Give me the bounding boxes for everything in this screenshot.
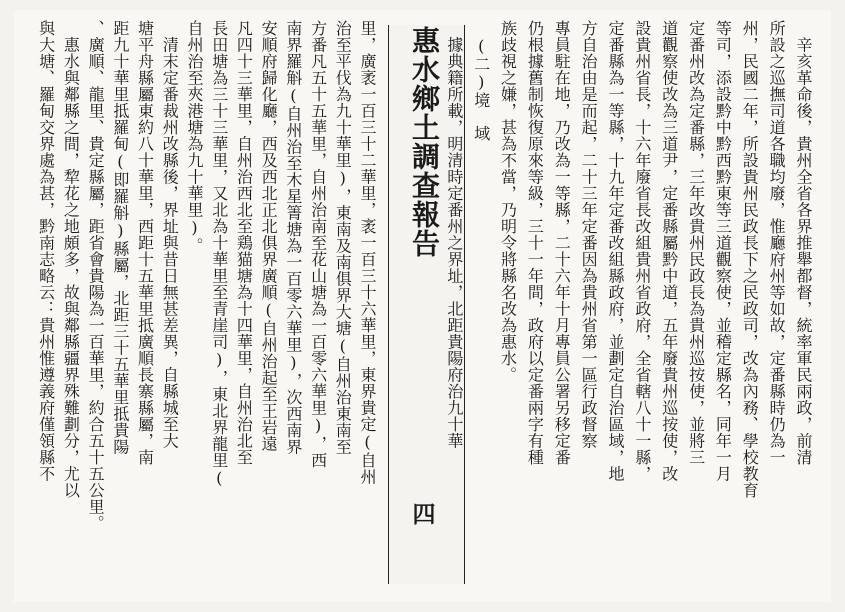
text-line: 惠水與鄰縣之間，犂花之地頗多，故與鄰縣疆界殊難劃分，尤以 — [61, 20, 81, 499]
text-line: 道觀察使改為三道尹，定番縣屬黔中道，五年廢貴州巡按使，改 — [659, 20, 679, 482]
left-text-column — [36, 20, 381, 586]
text-line: 專員駐在地，乃改為一等縣，二十六年十月專員公署另移定番 — [552, 20, 572, 466]
text-line: 長田塘為三十三華里，又北為十華里至青崖司)，東北界龍里( — [209, 20, 229, 488]
text-line: 等司，添設黔中黔西黔東等三道觀察使，並稽定縣名，同年一月 — [713, 20, 733, 482]
page-title: 惠水鄉土調查報告 — [408, 26, 441, 258]
text-line: 辛亥革命後，貴州全省各界推舉都督，統率軍民兩政，前清 — [794, 20, 813, 466]
text-line: 治至平伐為九十華里)，東南及南俱界大塘(自州治東南至 — [333, 20, 353, 455]
text-line: 所設之巡撫司道各職均廢，惟廳府州等如故，定番縣時仍為一 — [767, 20, 787, 466]
text-line: 據典籍所載，明清時定番州之界址，北距貴陽府治九十華 — [444, 20, 464, 449]
text-line: 定番縣為一等縣，十九年定番改組縣政府，並劃定自治區域，地 — [605, 20, 625, 482]
text-line: 安順府歸化廳，西及西北正北俱界廣順(自州治起至王岩遠 — [259, 20, 279, 452]
text-line: 距九十華里抵羅甸(即羅斛)縣屬，北距三十五華里抵貴陽 — [110, 20, 130, 455]
text-line: 方番凡五十五華里，自州治南至花山塘為一百零六華里)，西 — [308, 20, 328, 469]
text-line: 、廣順、龍里、貴定縣屬，距省會貴陽為一百華里，約合五十五公里。 — [86, 20, 106, 532]
page-number: 四 — [412, 501, 436, 528]
text-line: 定番州改為定番縣，三年改貴州民政長為貴州巡按使，並將三 — [686, 20, 706, 466]
text-line: 仍根據舊制恢復原來等級，三十一年間，政府以定番兩字有種 — [525, 20, 545, 466]
text-line: 凡四十三華里，自州治西北至鶏猫塘為十四華里，自州治北至 — [234, 20, 254, 466]
document-page — [14, 10, 831, 602]
text-line: 塘平舟縣屬東約八十華里，西距十五華里抵廣順長寨縣屬，南 — [135, 20, 155, 466]
text-line: 南界羅斛(自州治至木星箐塘為一百零六華里)，次西南界 — [283, 20, 303, 455]
text-line: 自州治至夾港塘為九十華里)。 — [184, 20, 204, 254]
text-line: 州，民國二年，所設貴州民政長下之民政司，改為內務、學校教育 — [740, 20, 760, 499]
text-line: 清末定番裁州改縣後，界址與昔日無甚差異，自縣城至大 — [160, 20, 180, 449]
right-text-column — [442, 20, 817, 586]
text-line: 與大塘、羅甸交界處為甚，黔南志略云：貴州惟遵義府僅領縣不 — [36, 20, 56, 482]
text-line: 族歧視之嫌，甚為不當，乃明令將縣名改為惠水。 — [498, 20, 518, 383]
left-vertical-rule — [388, 25, 389, 584]
text-line: 設貴州省長，十六年廢省長改組貴州省政府，全省轄八十一縣， — [632, 20, 652, 482]
section-heading: (二)境 域 — [471, 20, 491, 142]
text-line: 里，廣袤一百三十二華里，袤一百三十六華里，東界貴定(自州 — [358, 20, 377, 485]
text-line: 方自治由是而起，二十三年定番因為貴州省第一區行政督察 — [579, 20, 599, 449]
